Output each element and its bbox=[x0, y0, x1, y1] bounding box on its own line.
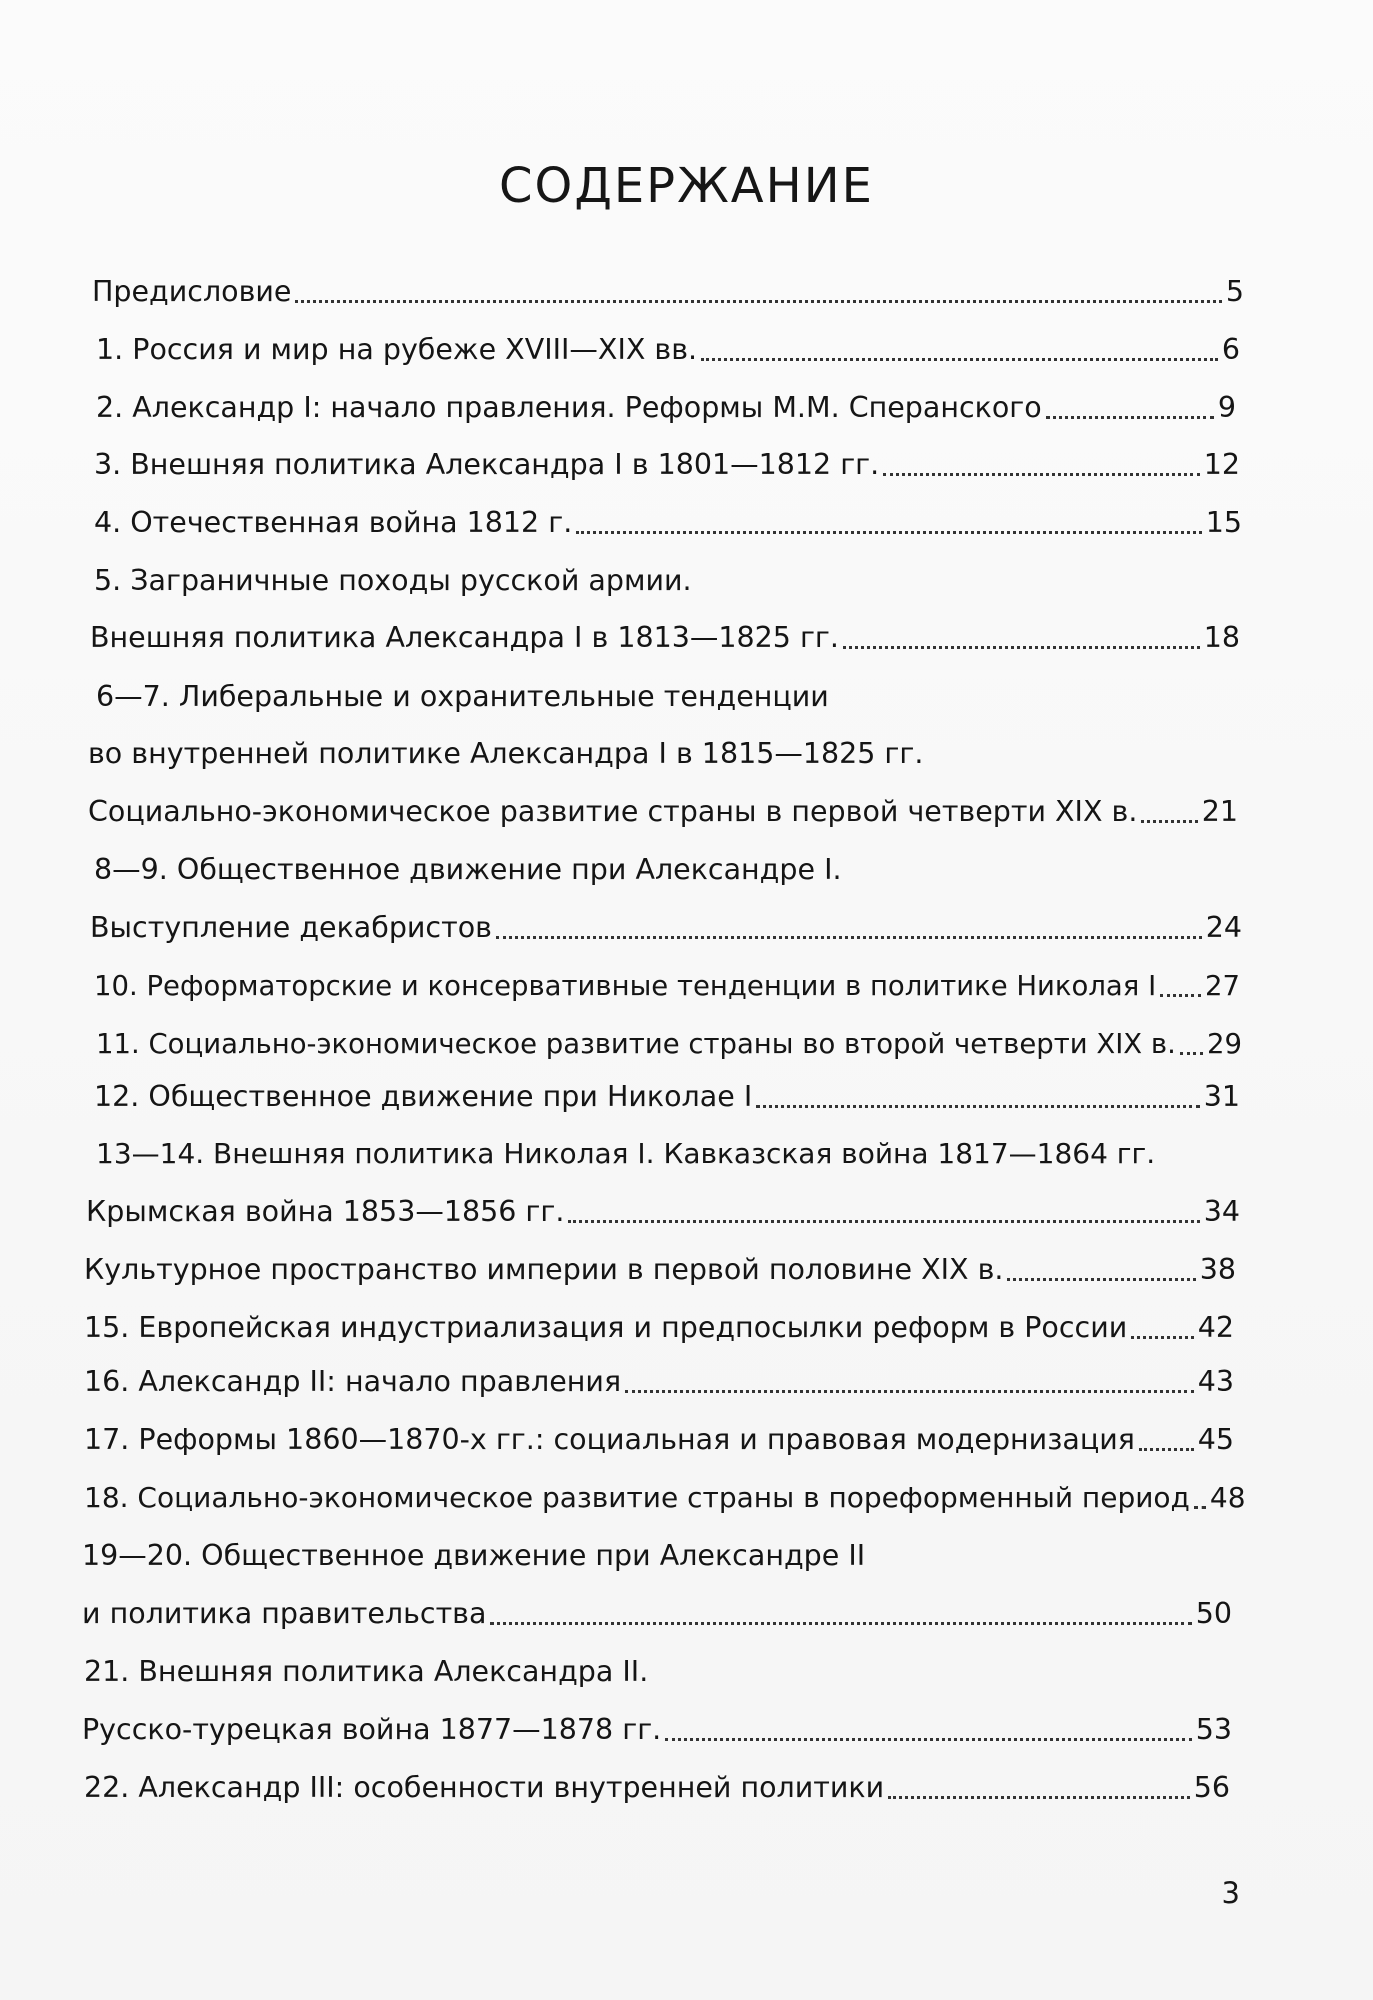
toc-entry-page: 31 bbox=[1203, 1080, 1240, 1113]
dot-leader bbox=[883, 473, 1200, 476]
toc-entry-label: 6—7. Либеральные и охранительные тенденции bbox=[96, 680, 829, 713]
toc-entry-label: 17. Реформы 1860—1870-х гг.: социальная и правовая модернизация bbox=[84, 1423, 1135, 1456]
page-title: СОДЕРЖАНИЕ bbox=[499, 158, 874, 214]
toc-entry-page: 15 bbox=[1205, 506, 1242, 539]
toc-entry-label: 5. Заграничные походы русской армии. bbox=[94, 564, 692, 597]
dot-leader bbox=[701, 358, 1218, 361]
toc-entry-label: 2. Александр I: начало правления. Реформы М.М. Сперанского bbox=[96, 391, 1042, 424]
toc-entry-label: 11. Социально-экономическое развитие страны во второй четверти XIX в. bbox=[96, 1028, 1176, 1060]
dot-leader bbox=[1131, 1336, 1193, 1339]
dot-leader bbox=[888, 1796, 1190, 1799]
toc-entry-label: 19—20. Общественное движение при Александре II bbox=[82, 1539, 866, 1572]
toc-entry-label: 18. Социально-экономическое развитие страны в пореформенный период bbox=[84, 1481, 1190, 1514]
dot-leader bbox=[295, 300, 1221, 303]
dot-leader bbox=[843, 646, 1200, 649]
toc-entry bbox=[96, 386, 1236, 430]
toc-entry-label: 21. Внешняя политика Александра II. bbox=[84, 1655, 649, 1688]
toc-entry-label: Социально-экономическое развитие страны в первой четверти XIX в. bbox=[88, 795, 1138, 828]
toc-entry-continued bbox=[94, 848, 1246, 892]
dot-leader bbox=[665, 1738, 1191, 1741]
dot-leader bbox=[576, 531, 1201, 534]
toc-entry-page: 6 bbox=[1221, 333, 1240, 366]
toc-entry bbox=[94, 964, 1240, 1008]
toc-entry-page: 9 bbox=[1217, 391, 1236, 424]
toc-entry-page: 42 bbox=[1197, 1311, 1234, 1344]
toc-entry-page: 29 bbox=[1207, 1028, 1242, 1060]
toc-entry-page: 34 bbox=[1203, 1195, 1240, 1228]
toc-entry bbox=[84, 1248, 1236, 1292]
dot-leader bbox=[1141, 820, 1197, 823]
toc-entry-label: 1. Россия и мир на рубеже XVIII—XIX вв. bbox=[96, 333, 698, 366]
toc-entry-label: Крымская война 1853—1856 гг. bbox=[86, 1195, 565, 1228]
toc-entry bbox=[96, 1022, 1242, 1066]
toc-entry-page: 21 bbox=[1201, 795, 1238, 828]
toc-entry-page: 45 bbox=[1197, 1423, 1234, 1456]
toc-entry-label: 22. Александр III: особенности внутренней политики bbox=[84, 1771, 885, 1804]
dot-leader bbox=[568, 1220, 1199, 1223]
toc-entry-label: Предисловие bbox=[92, 275, 292, 308]
toc-entry-page: 53 bbox=[1195, 1713, 1232, 1746]
toc-entry-page: 5 bbox=[1225, 275, 1244, 308]
toc-entry-page: 48 bbox=[1209, 1481, 1246, 1514]
toc-entry-label: Выступление декабристов bbox=[90, 911, 492, 944]
toc-entry-page: 18 bbox=[1203, 621, 1240, 654]
toc-entry-label: 3. Внешняя политика Александра I в 1801—1812 гг. bbox=[94, 448, 880, 481]
toc-entry bbox=[94, 1075, 1240, 1119]
toc-entry bbox=[88, 790, 1238, 834]
toc-entry-page: 27 bbox=[1205, 970, 1240, 1002]
dot-leader bbox=[490, 1622, 1191, 1625]
dot-leader bbox=[1139, 1448, 1194, 1451]
toc-entry bbox=[84, 1418, 1234, 1462]
dot-leader bbox=[1180, 1052, 1203, 1055]
toc-entry-label: 4. Отечественная война 1812 г. bbox=[94, 506, 573, 539]
toc-entry-label: 10. Реформаторские и консервативные тенденции в политике Николая I bbox=[94, 970, 1157, 1002]
toc-entry-page: 50 bbox=[1195, 1597, 1232, 1630]
toc-entry-continued bbox=[82, 1534, 1234, 1578]
toc-entry bbox=[90, 616, 1240, 660]
toc-entry bbox=[84, 1360, 1234, 1404]
toc-entry bbox=[92, 270, 1244, 314]
toc-entry-page: 43 bbox=[1197, 1365, 1234, 1398]
dot-leader bbox=[1194, 1506, 1206, 1509]
toc-entry-label: 8—9. Общественное движение при Александре I. bbox=[94, 853, 842, 886]
page-number: 3 bbox=[1221, 1876, 1240, 1910]
dot-leader bbox=[1160, 994, 1201, 997]
dot-leader bbox=[1007, 1278, 1195, 1281]
toc-entry-label: 13—14. Внешняя политика Николая I. Кавказская война 1817—1864 гг. bbox=[96, 1137, 1156, 1170]
toc-entry-page: 24 bbox=[1205, 911, 1242, 944]
toc-entry-page: 12 bbox=[1203, 448, 1240, 481]
dot-leader bbox=[625, 1390, 1194, 1393]
toc-entry-page: 38 bbox=[1199, 1253, 1236, 1286]
toc-entry-continued bbox=[94, 559, 1246, 603]
dot-leader bbox=[496, 936, 1202, 939]
toc-entry-page: 56 bbox=[1193, 1771, 1230, 1804]
dot-leader bbox=[756, 1105, 1199, 1108]
dot-leader bbox=[1046, 416, 1214, 419]
toc-entry-continued bbox=[96, 1132, 1248, 1176]
toc-entry bbox=[94, 443, 1240, 487]
toc-entry-continued bbox=[84, 1650, 1236, 1694]
toc-entry bbox=[84, 1306, 1234, 1350]
toc-entry-label: Русско-турецкая война 1877—1878 гг. bbox=[82, 1713, 662, 1746]
toc-entry-label: во внутренней политике Александра I в 1815—1825 гг. bbox=[88, 737, 924, 770]
toc-entry bbox=[82, 1592, 1232, 1636]
toc-entry-label: 15. Европейская индустриализация и предпосылки реформ в России bbox=[84, 1311, 1128, 1344]
toc-entry bbox=[90, 906, 1242, 950]
toc-entry-label: Культурное пространство империи в первой половине XIX в. bbox=[84, 1253, 1004, 1286]
toc-entry-label: Внешняя политика Александра I в 1813—1825 гг. bbox=[90, 621, 839, 654]
toc-entry bbox=[94, 501, 1242, 545]
toc-entry-continued bbox=[96, 675, 1248, 719]
toc-entry-label: 16. Александр II: начало правления bbox=[84, 1365, 622, 1398]
toc-entry-label: и политика правительства bbox=[82, 1597, 487, 1630]
toc-entry-continued bbox=[88, 732, 1240, 776]
toc-entry bbox=[84, 1476, 1246, 1520]
toc-entry bbox=[82, 1708, 1232, 1752]
toc-entry bbox=[86, 1190, 1240, 1234]
toc-entry bbox=[96, 328, 1240, 372]
toc-entry bbox=[84, 1766, 1230, 1810]
toc-entry-label: 12. Общественное движение при Николае I bbox=[94, 1080, 753, 1113]
